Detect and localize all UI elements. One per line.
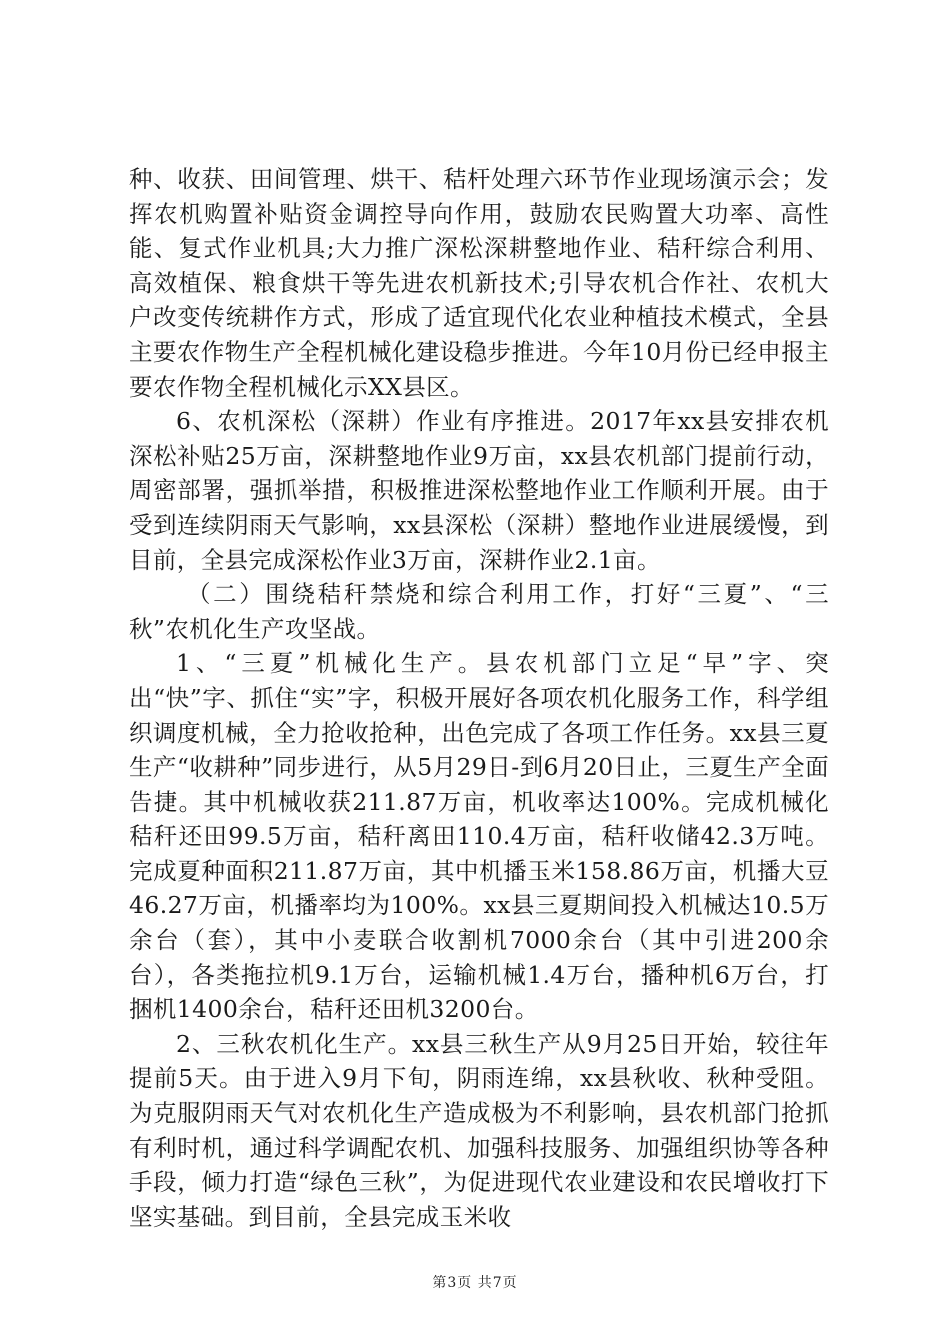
- paragraph-summer-production: 1、“三夏”机械化生产。县农机部门立足“早”字、突出“快”字、抓住“实”字，积极开展好各项农机化服务工作，科学组织调度机械，全力抢收抢种，出色完成了各项工作任务。xx县三夏生产“收耕种”同步进行，从5月29日-到6月20日止，三夏生产全面告捷。其中机械收获211.87万亩，机收率达100%。完成机械化秸秆还田99.5万亩，秸秆离田110.4万亩，秸秆收储42.3万吨。完成夏种面积211.87万亩，其中机播玉米158.86万亩，机播大豆46.27万亩，机播率均为100%。xx县三夏期间投入机械达10.5万余台（套），其中小麦联合收割机7000余台（其中引进200余台），各类拖拉机9.1万台，运输机械1.4万台，播种机6万台，打捆机1400余台，秸秆还田机3200台。: [129, 649, 829, 1024]
- paragraph-continuation: 种、收获、田间管理、烘干、秸杆处理六环节作业现场演示会；发挥农机购置补贴资金调控导向作用，鼓励农民购置大功率、高性能、复式作业机具;大力推广深松深耕整地作业、秸秆综合利用、高效植保、粮食烘干等先进农机新技术;引导农机合作社、农机大户改变传统耕作方式，形成了适宜现代化农业种植技术模式，全县主要农作物生产全程机械化建设稳步推进。今年10月份已经申报主要农作物全程机械化示XX县区。: [129, 165, 829, 401]
- paragraph-autumn-production: 2、三秋农机化生产。xx县三秋生产从9月25日开始，较往年提前5天。由于进入9月下旬，阴雨连绵，xx县秋收、秋种受阻。为克服阴雨天气对农机化生产造成极为不利影响，县农机部门抢抓有利时机，通过科学调配农机、加强科技服务、加强组织协等各种手段，倾力打造“绿色三秋”，为促进现代农业建设和农民增收打下坚实基础。到目前，全县完成玉米收: [129, 1029, 829, 1231]
- paragraph-deep-tillage: 6、农机深松（深耕）作业有序推进。2017年xx县安排农机深松补贴25万亩，深耕整地作业9万亩，xx县农机部门提前行动，周密部署，强抓举措，积极推进深松整地作业工作顺利开展。由于受到连续阴雨天气影响，xx县深松（深耕）整地作业进展缓慢，到目前，全县完成深松作业3万亩，深耕作业2.1亩。: [129, 407, 829, 574]
- section-heading-two: （二）围绕秸秆禁烧和综合利用工作，打好“三夏”、“三秋”农机化生产攻坚战。: [129, 580, 829, 643]
- page-number-footer: 第3页 共7页: [432, 1275, 518, 1291]
- document-body: [129, 162, 829, 1234]
